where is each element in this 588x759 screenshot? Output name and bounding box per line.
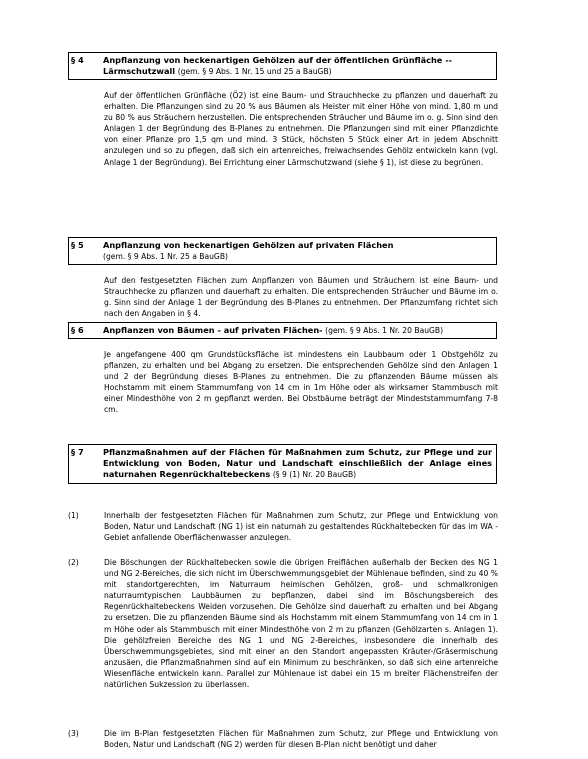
section-title: Anpflanzung von heckenartigen Gehölzen auf der öffentlichen Grünfläche -- Lärmschutzwall <box>103 55 453 77</box>
section-4-body: Auf der öffentlichen Grünfläche (Ö2) ist eine Baum- und Strauchhecke zu pflanzen und dauerhaft zu erhalten. Die Pflanzungen sind zu 20 % aus Bäumen als Heister mit einer Höhe von mind. 1,80 m und zu 80 % aus Sträuchern herzustellen. Die entsprechenden Sträucher und Bäume im o. g. Sinn sind den Anlagen 1 der Begründung des B-Planes zu entnehmen. Die Pflanzungen sind mit einer Pflanzdichte von einer Pflanze pro 1,5 qm und mind. 3 Stück, höchsten 5 Stück einer Art in jedem Abschnitt anzulegen und so zu pflegen, daß sich ein artenreiches, freiwachsendes Gehölz entwickeln kann (vgl. Anlage 1 der Begründung). Bei Errichtung einer Lärmschutzwand (siehe § 1), ist diese zu begrünen. <box>104 91 498 167</box>
item-number: (2) <box>68 558 79 567</box>
item-text: Die Böschungen der Rückhaltebecken sowie die übrigen Freiflächen außerhalb der Becken des NG 1 und NG 2-Bereiches, die sich nicht im Überschwemmungsgebiet der Mühlenaue befinden, sind zu 40 % mit standortgerechten, im Naturraum heimischen Gehölzen, groß- und schmalkronigen naturraumtypischen Laubbäumen zu bepflanzen, dabei sind im Böschungsbereich des Regenrückhaltebeckens Weiden vorzusehen. Die Gehölze sind dauerhaft zu erhalten und bei Abgang zu ersetzen. Die zu pflanzenden Bäume sind als Hochstamm mit einem Stammumfang von 14 cm in 1 m Höhe oder als Stammbusch mit einer Mindesthöhe von 2 m zu pflanzen (Gehölzarten s. Anlagen 1). Die gehölzfreien Bereiche des NG 1 und NG 2-Bereiches, insbesondere die innerhalb des Überschwemmungsgebietes, sind mit einer an den Standort angepassten Kräuter-/Gräsermischung anzusäen, die Pflanzmaßnahmen sind auf ein Minimum zu beschränken, so daß sich eine artenreiche Wiesenfläche entwickeln kann. Parallel zur Mühlenaue ist dabei ein 15 m breiter Flächenstreifen der natürlichen Sukzession zu überlassen. <box>104 558 498 690</box>
section-title: Anpflanzung von heckenartigen Gehölzen auf privaten Flächen <box>103 240 394 250</box>
section-5-heading <box>68 237 497 265</box>
item-number: (1) <box>68 511 79 520</box>
section-6-heading <box>68 322 497 339</box>
section-number: § 6 <box>71 325 84 335</box>
section-5-body: Auf den festgesetzten Flächen zum Anpflanzen von Bäumen und Sträuchern ist eine Baum- und Strauchhecke zu pflanzen und dauerhaft zu erhalten. Die entsprechenden Sträucher und Bäume im o. g. Sinn sind der Anlage 1 der Begründung des B-Planes zu entnehmen. Der Pflanzumfang richtet sich nach den Angaben in § 4. <box>104 276 498 319</box>
list-item <box>68 557 498 690</box>
section-7-heading <box>68 444 497 484</box>
item-text: Innerhalb der festgesetzten Flächen für Maßnahmen zum Schutz, zur Pflege und Entwicklung von Boden, Natur und Landschaft (NG 1) ist ein naturnah zu gestaltendes Rückhaltebecken für das im WA -Gebiet anfallende Oberflächenwasser anzulegen. <box>104 511 498 543</box>
section-6-body: Je angefangene 400 qm Grundstücksfläche ist mindestens ein Laubbaum oder 1 Obstgehölz zu pflanzen, zu erhalten und bei Abgang zu ersetzen. Die entsprechenden Gehölze sind den Anlagen 1 und 2 der Begründung dieses B-Planes zu entnehmen. Die zu pflanzenden Bäume müssen als Hochstamm mit einem Stammumfang von 14 cm in 1m Höhe oder als wirksamer Stammbusch mit einer Mindesthöhe von 2 m gepflanzt werden. Bei Obstbäume beträgt der Mindeststammumfang 7-8 cm. <box>104 350 498 415</box>
section-number: § 7 <box>71 447 84 457</box>
item-number: (3) <box>68 729 79 738</box>
section-number: § 5 <box>71 240 84 250</box>
section-legal-reference: (gem. § 9 Abs. 1 Nr. 25 a BauGB) <box>103 252 228 262</box>
list-item <box>68 510 498 543</box>
section-legal-reference: (§ 9 (1) Nr. 20 BauGB) <box>272 470 357 480</box>
list-item <box>68 728 498 750</box>
section-number: § 4 <box>71 55 84 65</box>
section-title: Pflanzmaßnahmen auf der Flächen für Maßnahmen zum Schutz, zur Pflege und zur Entwicklung von Boden, Natur und Landschaft einschließlich der Anlage eines naturnahen Regenrückhaltebeckens <box>103 447 492 480</box>
section-legal-reference: (gem. § 9 Abs. 1 Nr. 15 und 25 a BauGB) <box>177 67 332 77</box>
section-4-heading <box>68 52 497 80</box>
section-title: Anpflanzen von Bäumen - auf privaten Flächen- <box>103 325 323 335</box>
section-legal-reference: (gem. § 9 Abs. 1 Nr. 20 BauGB) <box>325 326 444 335</box>
item-text: Die im B-Plan festgesetzten Flächen für Maßnahmen zum Schutz, zur Pflege und Entwicklung von Boden, Natur und Landschaft (NG 2) werden für diesen B-Plan nicht benötigt und daher <box>104 729 498 750</box>
